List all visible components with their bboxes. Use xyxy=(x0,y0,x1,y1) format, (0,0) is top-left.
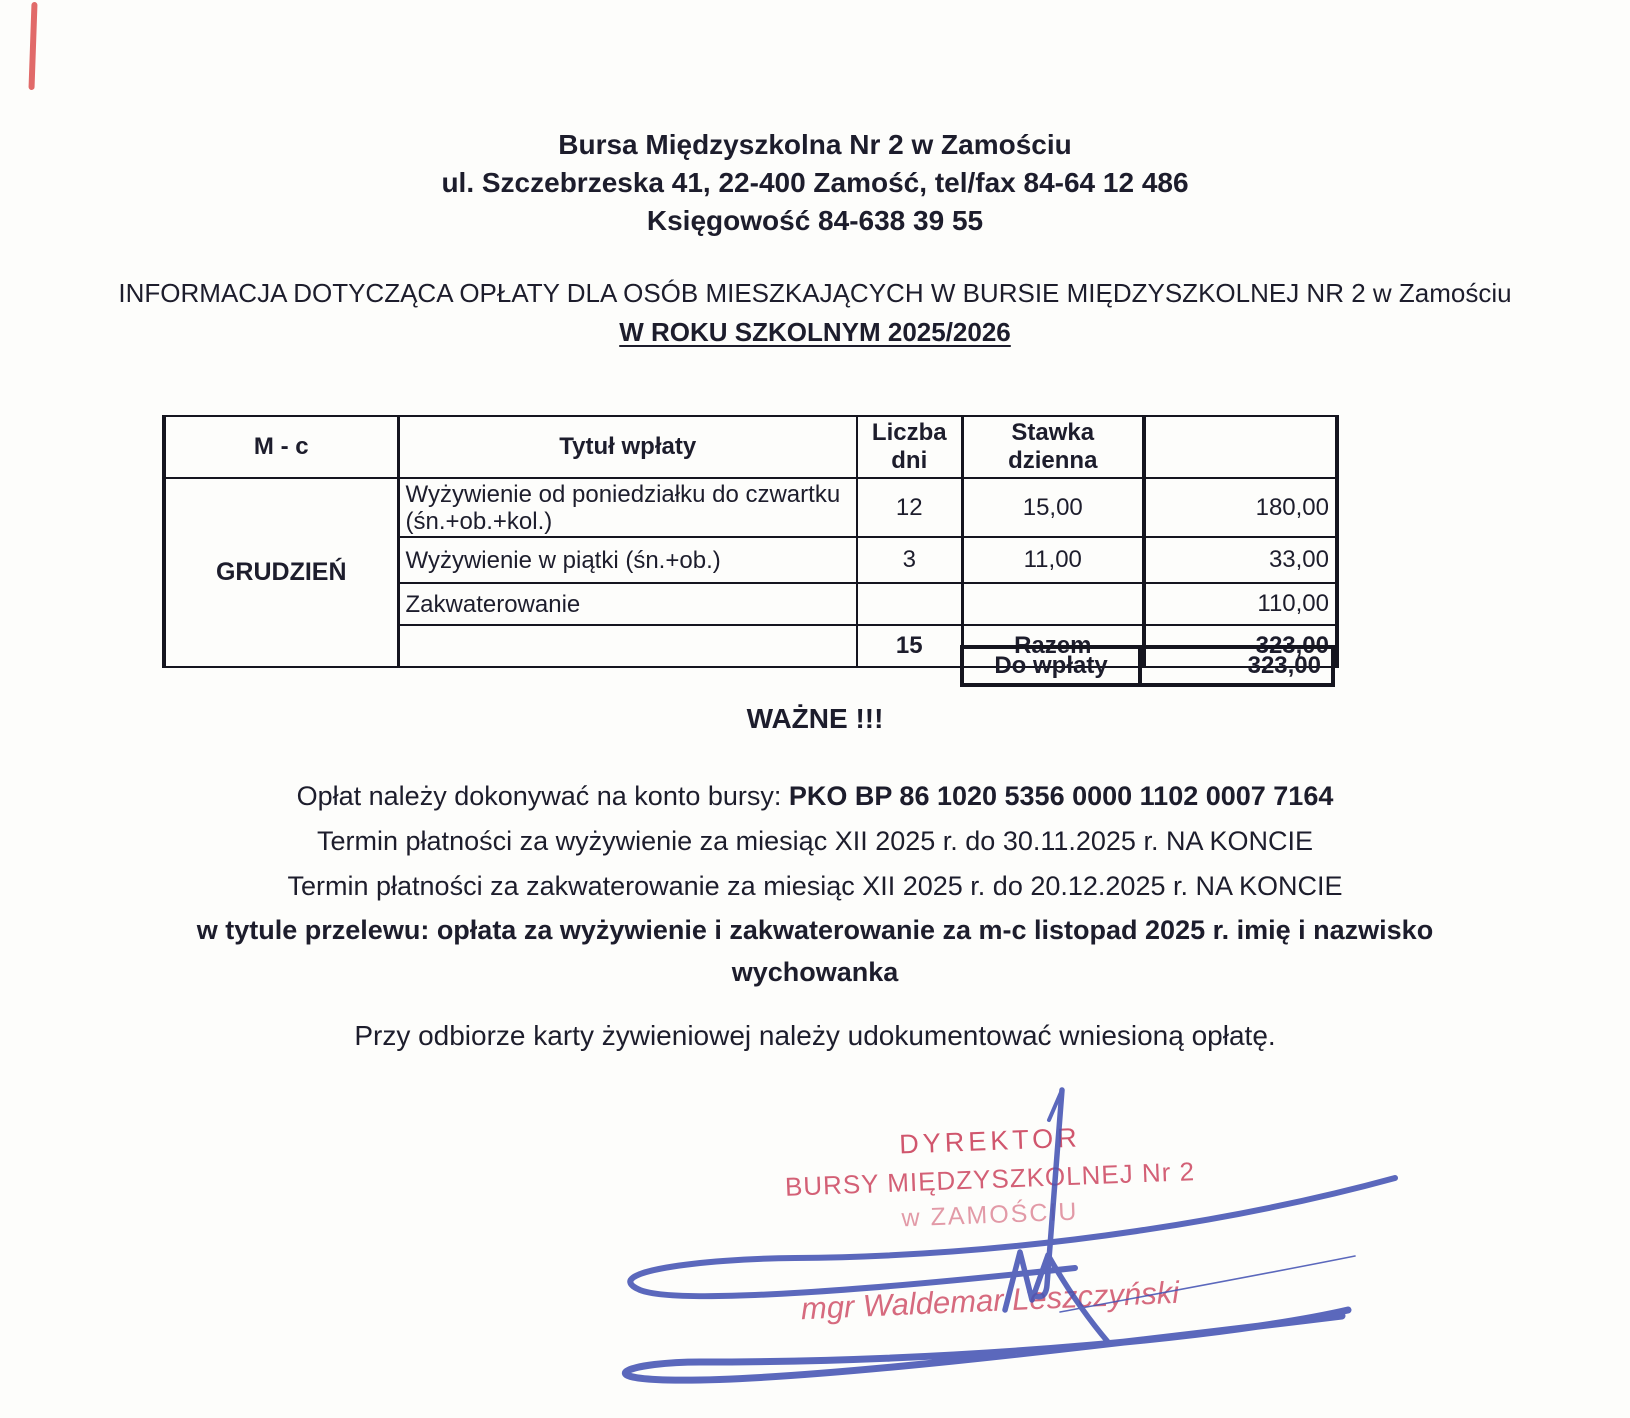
document-title-line1: INFORMACJA DOTYCZĄCA OPŁATY DLA OSÓB MIESZKAJĄCYCH W BURSIE MIĘDZYSZKOLNEJ NR 2 w Zamościu xyxy=(118,278,1512,308)
amount-cell: 33,00 xyxy=(1144,537,1337,583)
col-header-payment-title: Tytuł wpłaty xyxy=(398,416,857,478)
document-title xyxy=(0,274,1630,352)
payment-title-line2: (śn.+ob.+kol.) xyxy=(405,507,553,535)
stamp-signatory-name: mgr Waldemar Leszczyński xyxy=(800,1274,1180,1327)
meal-card-note: Przy odbiorze karty żywieniowej należy udokumentować wniesioną opłatę. xyxy=(354,1020,1276,1051)
payment-title-cell: Wyżywienie w piątki (śn.+ob.) xyxy=(398,537,857,583)
transfer-title-line1: w tytule przelewu: opłata za wyżywienie i zakwaterowanie za m-c listopad 2025 r. imię i nazwisko xyxy=(196,915,1434,945)
signature-stroke-hairline xyxy=(1060,1256,1355,1312)
rate-cell xyxy=(962,583,1144,625)
col-header-days: Liczba dni xyxy=(857,416,962,478)
total-amount-cell: 323,00 xyxy=(1144,625,1337,667)
rate-cell: 15,00 xyxy=(962,478,1144,537)
col-header-month: M - c xyxy=(164,416,398,478)
col-header-amount xyxy=(1144,416,1337,478)
bank-account-prefix: Opłat należy dokonywać na konto bursy: xyxy=(296,781,789,811)
deadline-food-line: Termin płatności za wyżywienie za miesiąc XII 2025 r. do 30.11.2025 r. NA KONCIE xyxy=(317,826,1313,856)
rate-cell: 11,00 xyxy=(962,537,1144,583)
total-days-cell: 15 xyxy=(857,625,962,667)
payment-title-cell xyxy=(398,625,857,667)
signature-stroke-bottom-loop xyxy=(625,1310,1348,1380)
amount-cell: 180,00 xyxy=(1144,478,1337,537)
stamp-line-director: DYREKTOR xyxy=(898,1122,1082,1160)
total-label-cell: Razem xyxy=(962,625,1144,667)
fee-table xyxy=(162,415,1339,668)
days-cell: 12 xyxy=(857,478,962,537)
stamp-line-institution: BURSY MIĘDZYSZKOLNEJ Nr 2 xyxy=(784,1156,1196,1202)
amount-due-value: 323,00 xyxy=(1142,645,1335,687)
month-cell: GRUDZIEŃ xyxy=(164,478,398,667)
org-address-phone: ul. Szczebrzeska 41, 22-400 Zamość, tel/fax 84-64 12 486 xyxy=(441,167,1189,198)
bank-account-number: PKO BP 86 1020 5356 0000 1102 0007 7164 xyxy=(788,781,1334,811)
amount-due-label: Do wpłaty xyxy=(960,645,1142,687)
days-cell xyxy=(857,583,962,625)
org-name: Bursa Międzyszkolna Nr 2 w Zamościu xyxy=(558,129,1072,160)
handwritten-signature xyxy=(560,1060,1460,1410)
fee-table-header-row xyxy=(164,416,1337,478)
payment-title-cell: Zakwaterowanie xyxy=(398,583,857,625)
amount-cell: 110,00 xyxy=(1144,583,1337,625)
org-accounting-phone: Księgowość 84-638 39 55 xyxy=(646,205,984,236)
signature-stroke-m xyxy=(1005,1252,1108,1342)
col-header-daily-rate: Stawka dzienna xyxy=(962,416,1144,478)
org-header xyxy=(0,126,1630,240)
bank-account-line xyxy=(0,781,1630,812)
payment-title-line1: Wyżywienie od poniedziałku do czwartku xyxy=(405,480,841,508)
table-row xyxy=(164,478,1337,537)
document-title-school-year: W ROKU SZKOLNYM 2025/2026 xyxy=(619,317,1011,347)
important-heading: WAŻNE !!! xyxy=(746,703,884,734)
scan-artifact-red-streak xyxy=(28,2,37,90)
deadline-lodging-line: Termin płatności za zakwaterowanie za miesiąc XII 2025 r. do 20.12.2025 r. NA KONCIE xyxy=(287,871,1343,901)
amount-due-row xyxy=(960,645,1335,687)
payment-title-cell xyxy=(398,478,857,537)
days-cell: 3 xyxy=(857,537,962,583)
stamp-line-city: w ZAMOŚCIU xyxy=(901,1197,1079,1233)
transfer-title-line2: wychowanka xyxy=(731,957,899,987)
